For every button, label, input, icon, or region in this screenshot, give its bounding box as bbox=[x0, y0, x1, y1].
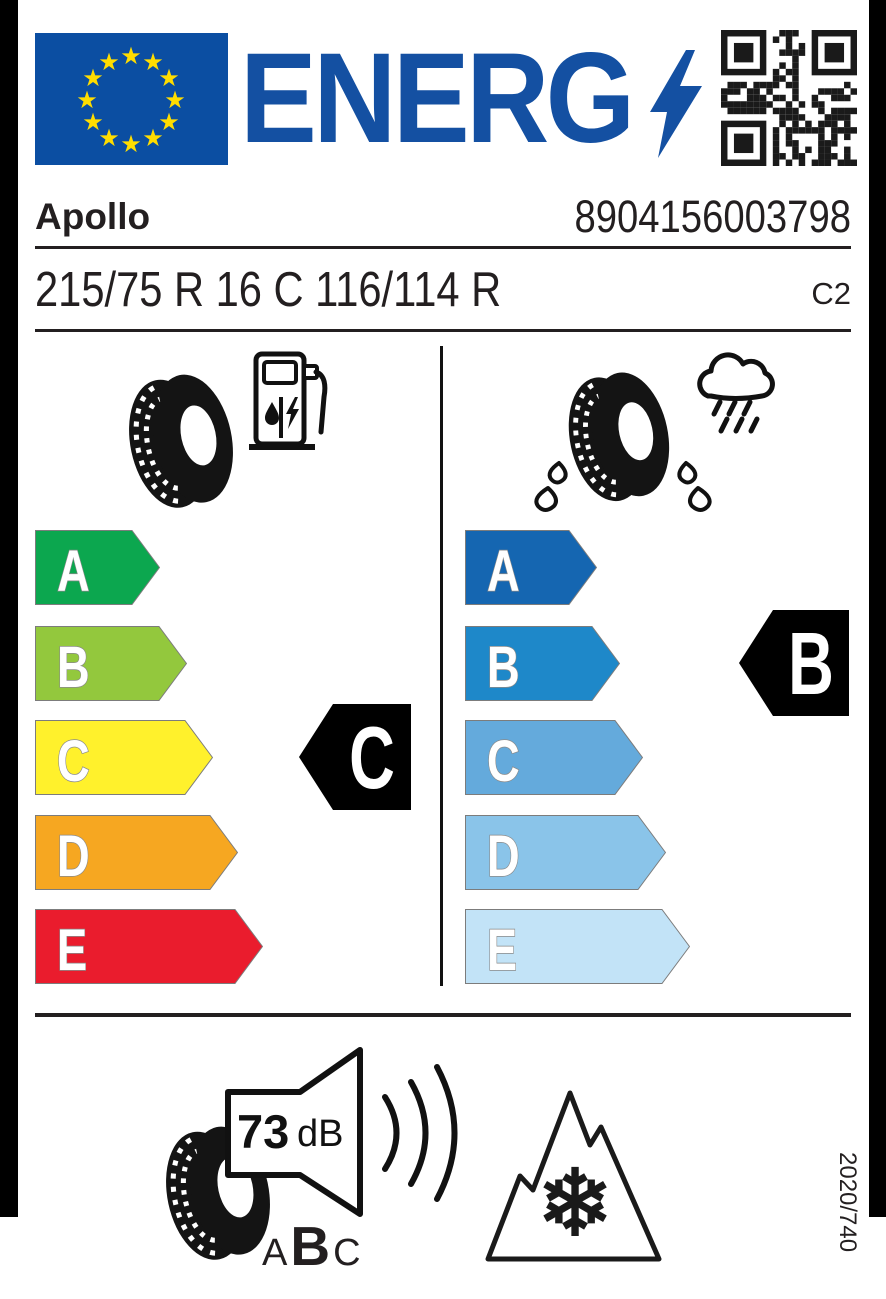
energ-logo-text: ENERG bbox=[240, 27, 632, 170]
svg-text:★: ★ bbox=[82, 109, 104, 136]
svg-text:★: ★ bbox=[164, 87, 186, 114]
snowflake-glyph: ❄ bbox=[536, 1153, 614, 1255]
svg-text:★: ★ bbox=[82, 65, 104, 92]
fuel-class-arrow-c bbox=[35, 720, 213, 795]
tyre-size-designation: 215/75 R 16 C 116/114 R bbox=[35, 263, 502, 317]
fuel-class-arrow-a bbox=[35, 530, 160, 605]
column-divider bbox=[440, 346, 443, 986]
wet-grip-arrow-e bbox=[465, 909, 690, 984]
brand-name: Apollo bbox=[35, 196, 151, 237]
svg-text:C: C bbox=[57, 729, 90, 795]
noise-class-scale bbox=[262, 1214, 364, 1278]
svg-text:★: ★ bbox=[142, 49, 164, 76]
noise-value: 73 bbox=[237, 1105, 290, 1158]
wet-grip-arrow-c bbox=[465, 720, 643, 795]
svg-text:★: ★ bbox=[158, 109, 180, 136]
svg-text:D: D bbox=[57, 824, 90, 890]
wet-grip-arrow-a bbox=[465, 530, 597, 605]
tyre-class: C2 bbox=[811, 276, 851, 311]
fuel-rating-marker bbox=[297, 700, 413, 814]
svg-text:C: C bbox=[487, 729, 520, 795]
svg-text:★: ★ bbox=[158, 65, 180, 92]
label-border-right bbox=[869, 0, 886, 1217]
svg-text:A: A bbox=[57, 539, 90, 605]
fuel-pump-icon bbox=[248, 350, 328, 454]
rain-cloud-icon bbox=[683, 350, 783, 440]
svg-text:D: D bbox=[487, 824, 520, 890]
svg-text:A: A bbox=[487, 539, 520, 605]
noise-class-c: C bbox=[333, 1232, 364, 1274]
rain-lines bbox=[714, 402, 757, 431]
svg-text:B: B bbox=[57, 635, 90, 701]
divider-rule-3 bbox=[35, 1013, 851, 1017]
svg-text:B: B bbox=[487, 635, 520, 701]
label-border-left bbox=[0, 0, 18, 1217]
lightning-bolt-icon bbox=[650, 50, 712, 158]
fuel-class-arrow-e bbox=[35, 909, 263, 984]
fuel-class-arrow-d bbox=[35, 815, 238, 890]
svg-text:★: ★ bbox=[120, 131, 142, 158]
svg-text:★: ★ bbox=[142, 125, 164, 152]
divider-rule-1 bbox=[35, 246, 851, 249]
divider-rule-2 bbox=[35, 329, 851, 332]
svg-text:★: ★ bbox=[76, 87, 98, 114]
wet-grip-rating-marker bbox=[737, 606, 851, 720]
noise-class-a: A bbox=[262, 1232, 291, 1274]
fuel-tire-icon bbox=[126, 370, 238, 512]
fuel-class-arrow-b bbox=[35, 626, 187, 701]
snowflake-mountain-icon bbox=[478, 1082, 670, 1264]
svg-text:E: E bbox=[57, 918, 88, 984]
svg-text:★: ★ bbox=[98, 49, 120, 76]
qr-code bbox=[721, 30, 857, 166]
product-identifier: 8904156003798 bbox=[574, 191, 851, 242]
sound-waves-icon bbox=[385, 1067, 455, 1199]
noise-unit: dB bbox=[297, 1113, 344, 1155]
fuel-rating-value: C bbox=[349, 709, 395, 808]
regulation-number: 2020/740 bbox=[834, 1152, 861, 1253]
noise-class-b-selected: B bbox=[290, 1215, 334, 1277]
svg-text:★: ★ bbox=[120, 43, 142, 70]
wet-grip-rating-value: B bbox=[788, 615, 834, 714]
wet-grip-arrow-d bbox=[465, 815, 666, 890]
svg-text:E: E bbox=[487, 918, 518, 984]
wet-grip-arrow-b bbox=[465, 626, 620, 701]
eu-flag bbox=[35, 33, 228, 165]
svg-text:★: ★ bbox=[98, 125, 120, 152]
